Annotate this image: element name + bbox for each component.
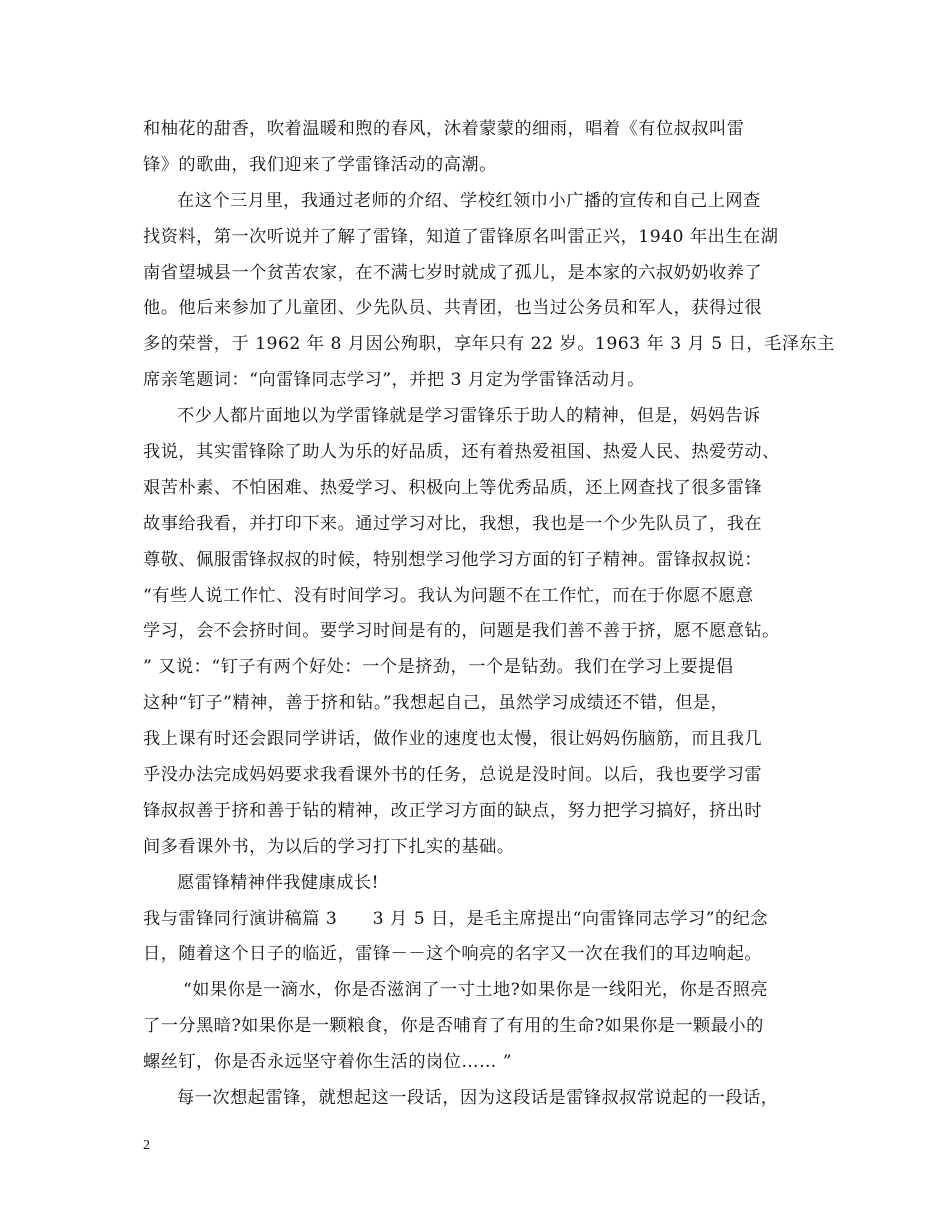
text-line: 故事给我看，并打印下来。通过学习对比，我想，我也是一个少先队员了，我在 [143,513,763,534]
text-line: 我说，其实雷锋除了助人为乐的好品质，还有着热爱祖国、热爱人民、热爱劳动、 [143,442,780,463]
text-line: 间多看课外书，为以后的学习打下扎实的基础。 [143,836,515,857]
text-line: 席亲笔题词：“向雷锋同志学习”，并把 3 月定为学雷锋活动月。 [143,370,645,391]
text-line: 了一分黑暗?如果你是一颗粮食，你是否哺育了有用的生命?如果你是一颗最小的 [143,1016,764,1037]
text-line: 这种“钉子”精神，善于挤和钻。”我想起自己，虽然学习成绩还不错，但是， [143,693,729,714]
text-line: 锋》的歌曲，我们迎来了学雷锋活动的高潮。 [143,154,497,175]
text-line: 螺丝钉，你是否永远坚守着你生活的岗位…… ” [143,1052,513,1073]
text-line: 尊敬、佩服雷锋叔叔的时候，特别想学习他学习方面的钉子精神。雷锋叔叔说： [143,549,763,570]
text-line: “如果你是一滴水，你是否滋润了一寸土地?如果你是一线阳光，你是否照亮 [183,980,769,1001]
text-line: 每一次想起雷锋，就想起这一段话，因为这段话是雷锋叔叔常说起的一段话， [177,1088,779,1109]
text-line: 艰苦朴素、不怕困难、热爱学习、积极向上等优秀品质，还上网查找了很多雷锋 [143,477,763,498]
text-line: 多的荣誉，于 1962 年 8 月因公殉职，享年只有 22 岁。1963 年 3 月 5 日，毛泽东主 [143,334,835,355]
text-line: 在这个三月里，我通过老师的介绍、学校红领巾小广播的宣传和自己上网查 [177,190,761,211]
text-line: 不少人都片面地以为学雷锋就是学习雷锋乐于助人的精神，但是，妈妈告诉 [177,406,761,427]
text-line: 南省望城县一个贫苦农家，在不满七岁时就成了孤儿，是本家的六叔奶奶收养了 [143,262,763,283]
document-body [143,112,835,1117]
text-line: 锋叔叔善于挤和善于钻的精神，改正学习方面的缺点，努力把学习搞好，挤出时 [143,800,763,821]
text-line: ” 又说：“钉子有两个好处：一个是挤劲，一个是钻劲。我们在学习上要提倡 [143,657,734,678]
text-line: “有些人说工作忙、没有时间学习。我认为问题不在工作忙，而在于你愿不愿意 [143,585,754,606]
text-line: 我上课有时还会跟同学讲话，做作业的速度也太慢，很让妈妈伤脑筋，而且我几 [143,729,763,750]
text-line: 找资料，第一次听说并了解了雷锋，知道了雷锋原名叫雷正兴，1940 年出生在湖 [143,226,779,247]
text-line: 日，随着这个日子的临近，雷锋－－这个响亮的名字又一次在我们的耳边响起。 [143,944,763,965]
text-line: 愿雷锋精神伴我健康成长! [177,872,379,893]
section-heading-line: 我与雷锋同行演讲稿篇 3 3 月 5 日，是毛主席提出“向雷锋同志学习”的纪念 [143,908,769,929]
text-line: 学习，会不会挤时间。要学习时间是有的，问题是我们善不善于挤，愿不愿意钻。 [143,621,780,642]
text-line: 他。他后来参加了儿童团、少先队员、共青团，也当过公务员和军人，获得过很 [143,298,763,319]
text-line: 和柚花的甜香，吹着温暖和煦的春风，沐着蒙蒙的细雨，唱着《有位叔叔叫雷 [143,119,745,139]
page-number: 2 [143,1138,150,1153]
text-line: 乎没办法完成妈妈要求我看课外书的任务，总说是没时间。以后，我也要学习雷 [143,765,763,786]
